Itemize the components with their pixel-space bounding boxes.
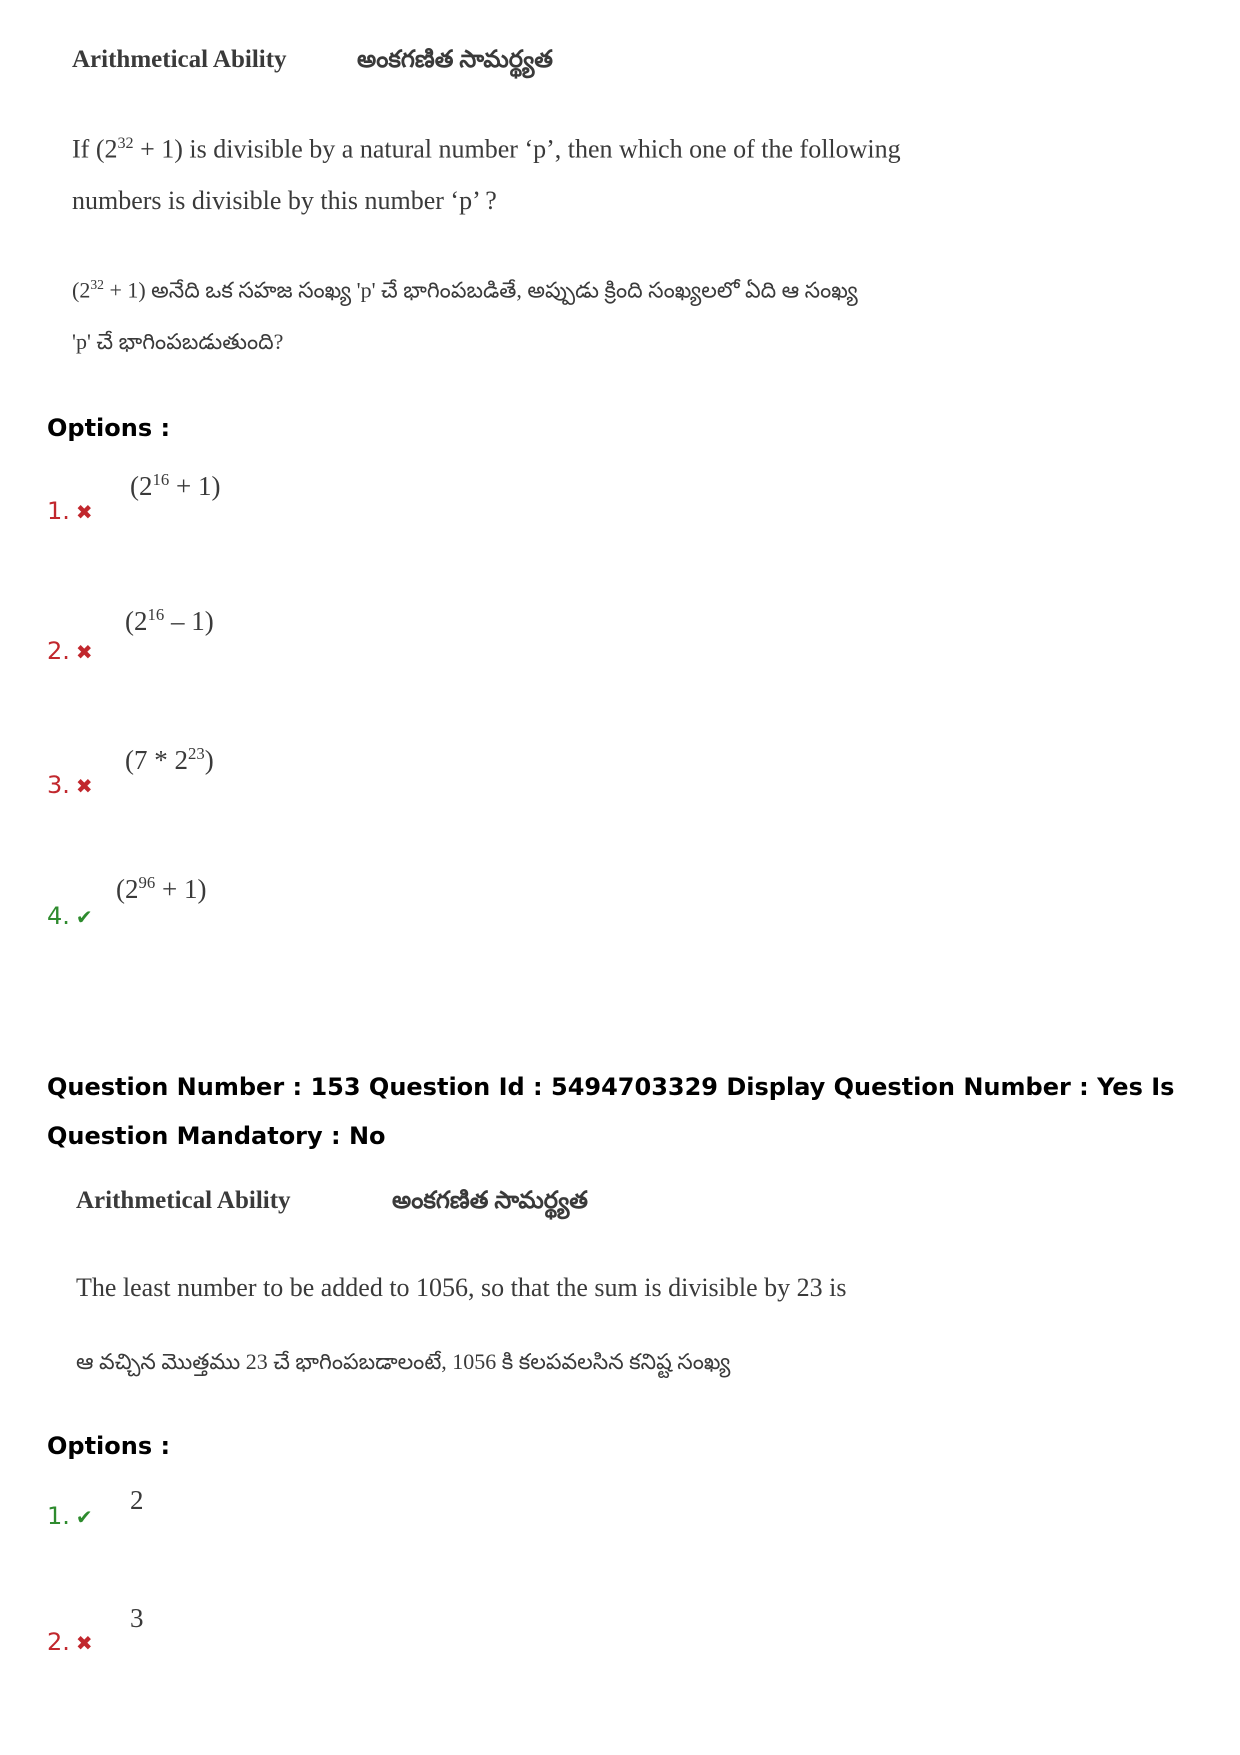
cross-icon: ✖: [75, 500, 93, 524]
option-2: 2. ✖: [47, 637, 93, 665]
subject-telugu: అంకగణిత సామర్థ్యత: [392, 1188, 588, 1214]
check-icon: ✔: [75, 1505, 93, 1529]
question-text-telugu-line2: 'p' చే భాగింపబడుతుంది?: [72, 329, 284, 354]
cross-icon: ✖: [75, 774, 93, 798]
subject-telugu: అంకగణిత సామర్థ్యత: [357, 47, 553, 73]
subject-english: Arithmetical Ability: [76, 1187, 291, 1214]
option-2: 2. ✖: [47, 1628, 93, 1656]
subject-english: Arithmetical Ability: [72, 46, 287, 73]
question-text-english-line1: If $(2^{32} + 1)$ is divisible by a natural number ‘p’, then which one of the following: [72, 134, 901, 164]
options-label: Options :: [47, 414, 171, 442]
option-1: 1. ✔: [47, 1502, 93, 1530]
option-4: 4. ✔: [47, 902, 93, 930]
question-text-telugu-line1: $(2^{32} + 1)$ అనేది ఒక సహజ సంఖ్య 'p' చే భాగింపబడితే, అప్పుడు క్రింది సంఖ్యలలో ఏది ఆ సంఖ్య: [72, 277, 858, 303]
option-2-value: $(2^{16} - 1)$: [125, 605, 214, 636]
option-3-value: $(7 * 2^{23})$: [125, 744, 214, 775]
option-1-value: 2: [130, 1485, 144, 1515]
option-1-value: $(2^{16} + 1)$: [130, 470, 221, 501]
option-2-value: 3: [130, 1603, 144, 1633]
check-icon: ✔: [75, 905, 93, 929]
cross-icon: ✖: [75, 1631, 93, 1655]
options-label: Options :: [47, 1432, 171, 1460]
question-text-telugu: ఆ వచ్చిన మొత్తము 23 చే భాగింపబడాలంటే, 1056 కి కలపవలసిన కనిష్ట సంఖ్య: [76, 1349, 731, 1374]
question-text-english-line2: numbers is divisible by this number ‘p’ ?: [72, 186, 497, 215]
option-4-value: $(2^{96} + 1)$: [116, 873, 207, 904]
question-text-english: The least number to be added to 1056, so that the sum is divisible by 23 is: [76, 1273, 847, 1302]
question-header: Question Number : 153 Question Id : 5494703329 Display Question Number : Yes Is Question Mandatory : No: [47, 1073, 1175, 1150]
cross-icon: ✖: [75, 640, 93, 664]
option-3: 3. ✖: [47, 771, 93, 799]
option-1: 1. ✖: [47, 497, 93, 525]
